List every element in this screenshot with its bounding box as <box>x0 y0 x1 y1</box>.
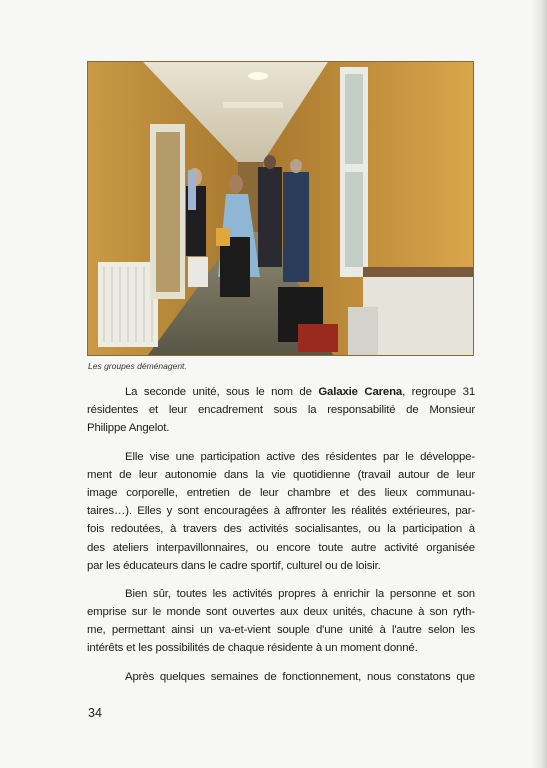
text-line: résidentes et leur encadrement sous la responsabilité de Monsieur <box>87 404 475 417</box>
text-line: intérêts et les possibilités de chaque résidente à un moment donné. <box>87 642 418 655</box>
text-line: ment de leur autonomie dans la vie quotidienne (travail autour de leur <box>87 468 475 481</box>
text-line: La seconde unité, sous le nom de Galaxie Carena, regroupe 31 <box>125 386 475 398</box>
text-line: taires…). Elles y sont encouragées à affronter les réalités extérieures, par- <box>87 505 475 518</box>
paragraph-1 <box>87 383 475 438</box>
paragraph-2 <box>87 448 475 575</box>
text-line: Après quelques semaines de fonctionnement, nous constatons que <box>125 670 475 683</box>
hallway-photo <box>88 62 473 355</box>
body-text <box>87 383 475 686</box>
text-line: Elle vise une participation active des résidentes par le développe- <box>125 450 475 463</box>
text-line: image corporelle, entretien de leur chambre et des lieux communau- <box>87 486 475 499</box>
text-line: emprise sur le monde sont ouvertes aux deux unités, chacune à son ryth- <box>87 606 475 619</box>
page-number: 34 <box>88 706 102 720</box>
unit-name: Galaxie Carena <box>318 386 403 398</box>
text-line: Bien sûr, toutes les activités propres à enrichir la personne et son <box>125 587 475 600</box>
paragraph-4 <box>87 668 475 686</box>
text-line: Philippe Angelot. <box>87 422 170 435</box>
text-line: par les éducateurs dans le cadre sportif, culturel ou de loisir. <box>87 559 381 572</box>
page-edge-shadow <box>533 0 547 768</box>
text-line: me, permettant ainsi un va-et-vient souple d'une unité à l'autre selon les <box>87 624 475 637</box>
text-line: des ateliers interpavillonnaires, ou encore toute autre activité organisée <box>87 541 475 554</box>
paragraph-3 <box>87 585 475 658</box>
photo-caption: Les groupes déménagent. <box>88 361 187 371</box>
text-line: fois redoutées, à travers des activités socialisantes, ou la participation à <box>87 523 475 536</box>
